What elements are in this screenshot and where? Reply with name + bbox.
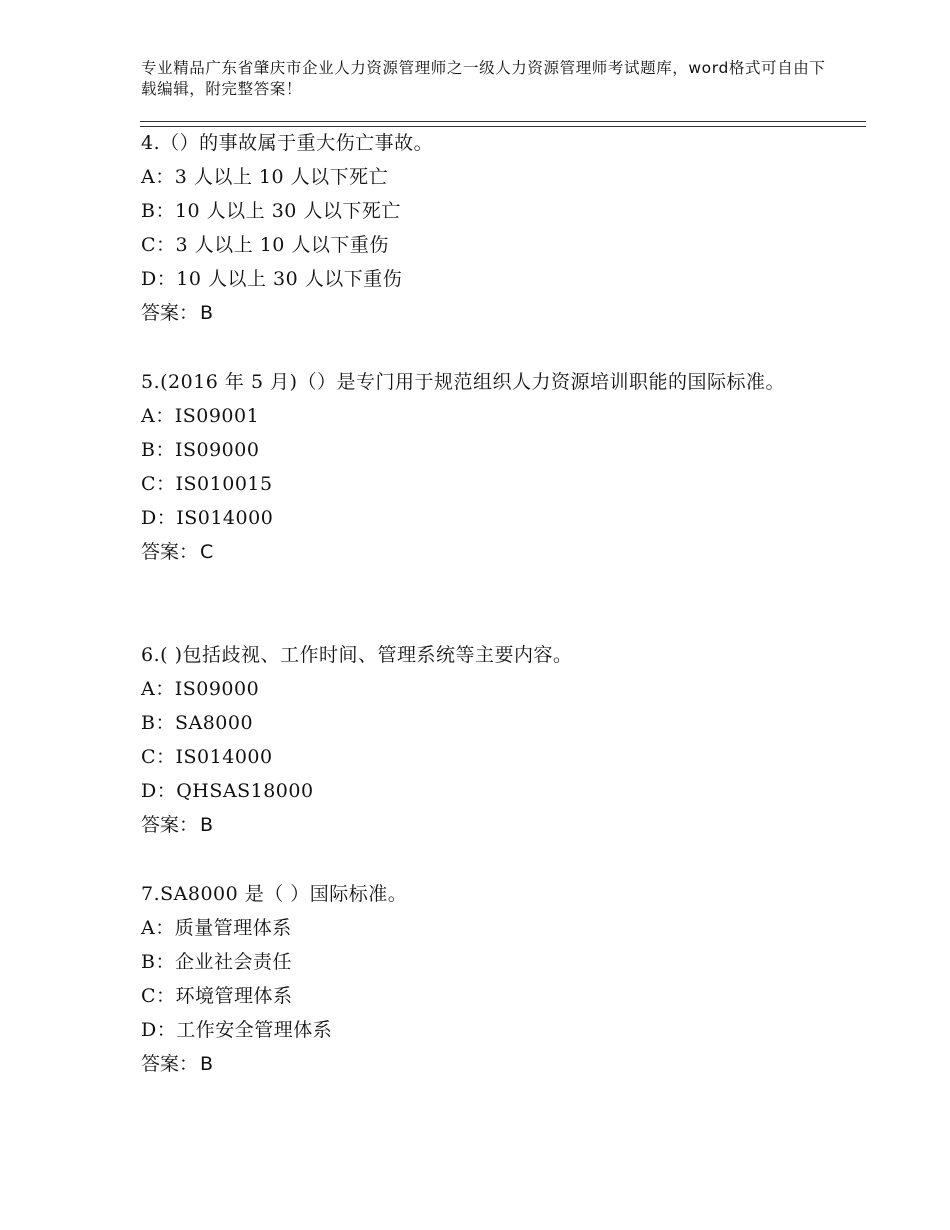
answer-value: B xyxy=(200,302,214,324)
option-a: A：IS09000 xyxy=(141,678,260,700)
question-6 xyxy=(141,638,841,842)
option-c: C：3 人以上 10 人以下重伤 xyxy=(141,234,389,256)
option-a: A：质量管理体系 xyxy=(141,917,292,939)
document-header: 专业精品广东省肇庆市企业人力资源管理师之一级人力资源管理师考试题库，word格式可自由下载编辑，附完整答案！ xyxy=(141,59,826,98)
option-d: D：10 人以上 30 人以下重伤 xyxy=(141,268,403,290)
answer-line xyxy=(141,535,841,569)
option-d: D：工作安全管理体系 xyxy=(141,1019,333,1041)
answer-label: 答案： xyxy=(141,1053,199,1075)
answer-value: B xyxy=(200,1053,214,1075)
answer-label: 答案： xyxy=(141,541,199,563)
option-d: D：IS014000 xyxy=(141,507,274,529)
option-c: C：IS010015 xyxy=(141,473,273,495)
answer-value: B xyxy=(200,814,214,836)
question-7 xyxy=(141,877,841,1081)
option-b: B：IS09000 xyxy=(141,439,260,461)
option-d: D：QHSAS18000 xyxy=(141,780,314,802)
option-b: B：SA8000 xyxy=(141,712,254,734)
answer-line xyxy=(141,1047,841,1081)
question-4 xyxy=(141,126,841,330)
answer-label: 答案： xyxy=(141,814,199,836)
question-stem: 5.(2016 年 5 月)（）是专门用于规范组织人力资源培训职能的国际标准。 xyxy=(141,371,786,393)
option-c: C：IS014000 xyxy=(141,746,273,768)
option-c: C：环境管理体系 xyxy=(141,985,293,1007)
question-stem: 6.( )包括歧视、工作时间、管理系统等主要内容。 xyxy=(141,644,573,666)
answer-line xyxy=(141,808,841,842)
question-5 xyxy=(141,365,841,569)
answer-value: C xyxy=(200,541,214,563)
question-stem: 7.SA8000 是（ ）国际标准。 xyxy=(141,883,408,905)
option-b: B：10 人以上 30 人以下死亡 xyxy=(141,200,401,222)
answer-line xyxy=(141,296,841,330)
option-a: A：3 人以上 10 人以下死亡 xyxy=(141,166,389,188)
answer-label: 答案： xyxy=(141,302,199,324)
question-stem: 4.（）的事故属于重大伤亡事故。 xyxy=(141,132,434,154)
option-b: B：企业社会责任 xyxy=(141,951,292,973)
option-a: A：IS09001 xyxy=(141,405,260,427)
